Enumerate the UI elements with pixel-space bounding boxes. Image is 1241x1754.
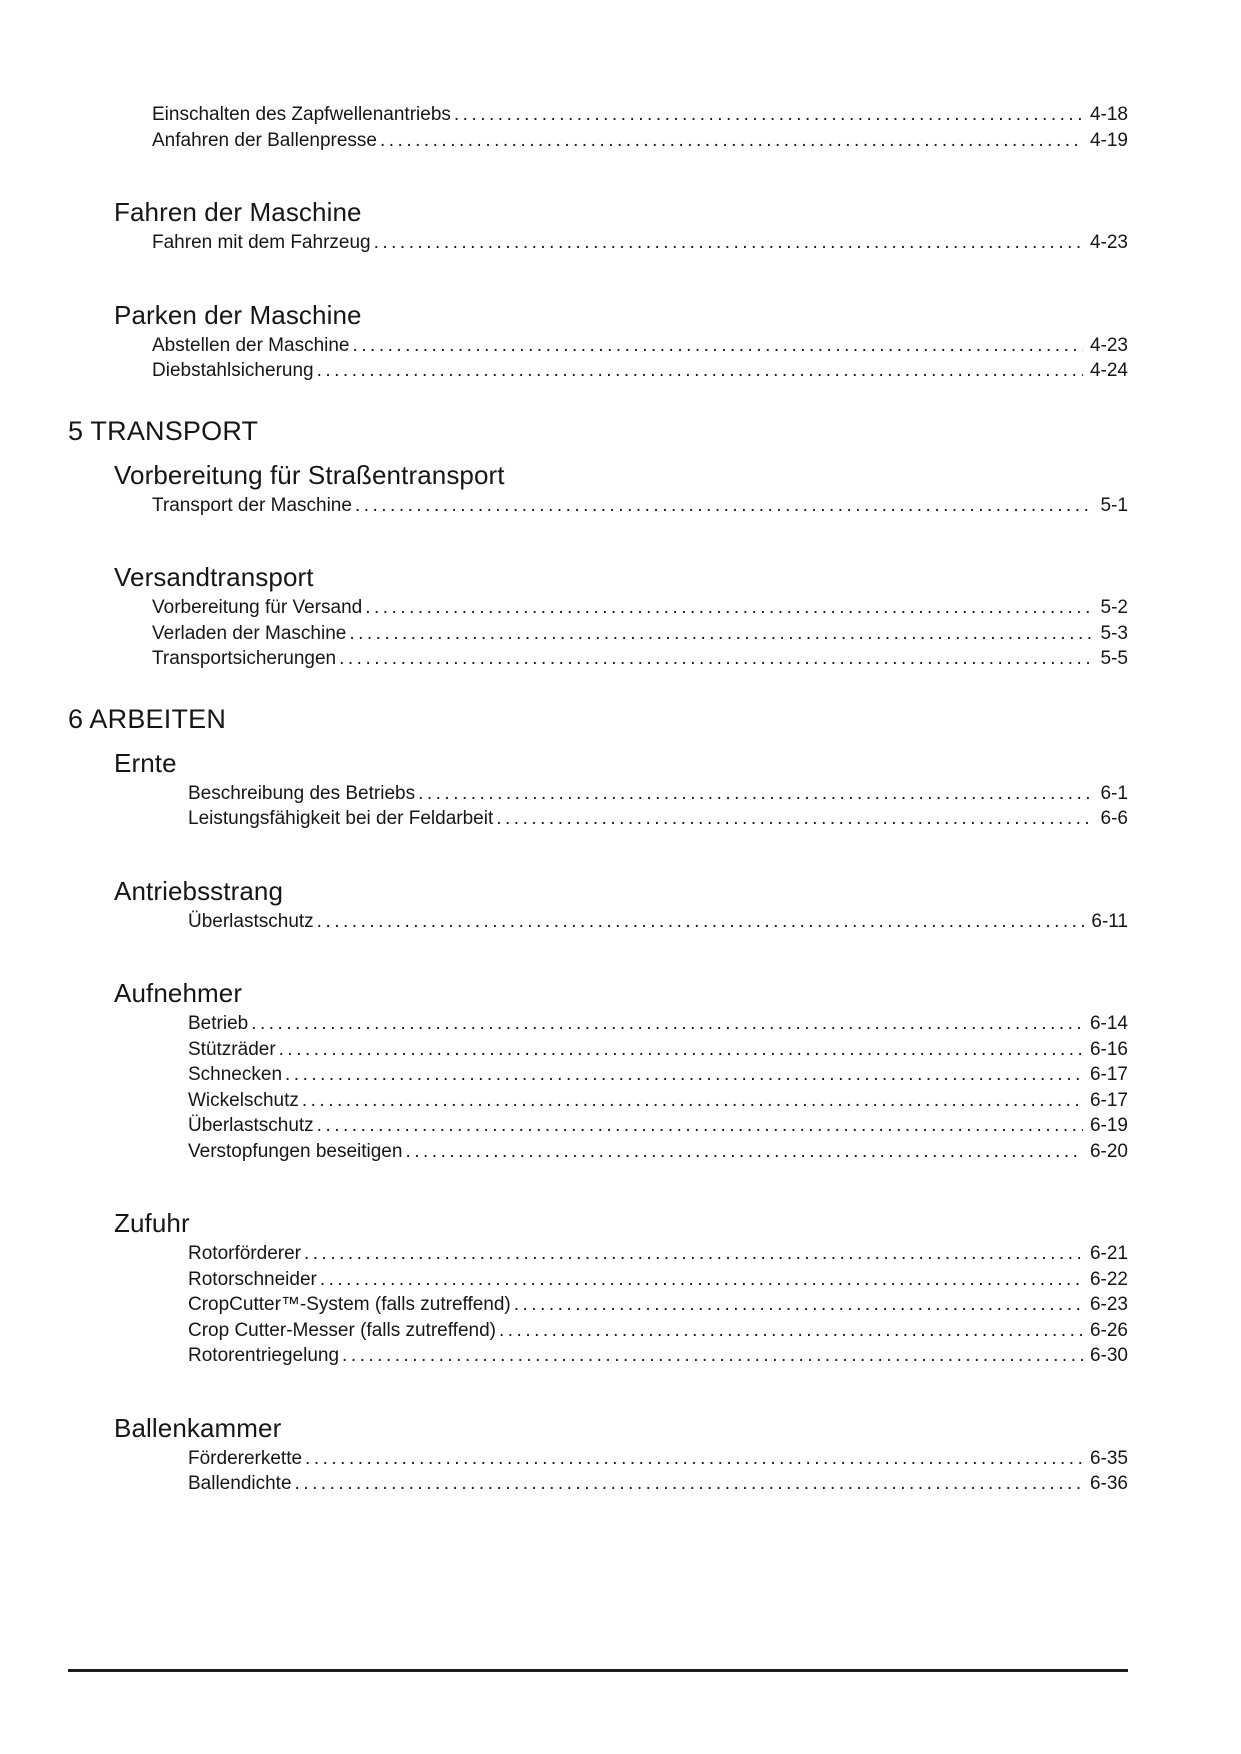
entry-page-number: 6-11	[1091, 910, 1128, 932]
entry-label: Abstellen der Maschine	[152, 334, 350, 356]
toc-entry	[188, 781, 1128, 807]
toc-entry	[188, 1241, 1128, 1267]
section-heading: Fahren der Maschine	[114, 197, 362, 227]
entry-label: Verstopfungen beseitigen	[188, 1140, 403, 1162]
entry-page-number: 6-36	[1089, 1473, 1128, 1494]
dot-leader	[279, 1037, 1083, 1063]
toc-entry	[152, 493, 1128, 519]
entry-label: Vorbereitung für Versand	[152, 597, 363, 618]
toc-entry-group	[188, 909, 1128, 935]
entry-label: Anfahren der Ballenpresse	[152, 129, 377, 151]
entry-label: Überlastschutz	[188, 910, 314, 932]
entry-page-number: 6-26	[1089, 1319, 1128, 1341]
entry-label: Verladen der Maschine	[152, 622, 347, 644]
dot-leader	[342, 1343, 1083, 1369]
toc-entry	[188, 1318, 1128, 1344]
section-heading: Versandtransport	[114, 562, 314, 592]
toc-entry-group	[188, 1241, 1128, 1369]
section-heading: Parken der Maschine	[114, 299, 362, 330]
entry-page-number: 4-24	[1089, 360, 1128, 381]
entry-label: Crop Cutter-Messer (falls zutreffend)	[188, 1319, 496, 1341]
entry-label: Leistungsfähigkeit bei der Feldarbeit	[188, 808, 494, 829]
dot-leader	[317, 1113, 1083, 1139]
entry-page-number: 6-23	[1089, 1294, 1128, 1315]
toc-entry	[188, 1139, 1128, 1165]
entry-page-number: 6-19	[1089, 1115, 1128, 1136]
toc-entry-group	[152, 595, 1128, 672]
toc-entry-group	[188, 781, 1128, 832]
dot-leader	[317, 358, 1083, 384]
entry-label: Stützräder	[188, 1038, 276, 1060]
dot-leader	[499, 1318, 1083, 1344]
entry-label: Überlastschutz	[188, 1115, 314, 1136]
table-of-contents	[68, 102, 1128, 1497]
entry-page-number: 6-22	[1089, 1268, 1128, 1290]
entry-page-number: 4-19	[1089, 129, 1128, 151]
entry-page-number: 5-2	[1100, 597, 1128, 618]
dot-leader	[353, 333, 1083, 359]
entry-page-number: 6-14	[1089, 1013, 1128, 1034]
toc-entry-group	[152, 230, 1128, 256]
toc-entry-group	[152, 493, 1128, 519]
entry-page-number: 6-6	[1100, 808, 1128, 829]
entry-label: Transport der Maschine	[152, 494, 352, 516]
toc-entry-group	[188, 1011, 1128, 1164]
dot-leader	[380, 128, 1083, 154]
entry-label: Beschreibung des Betriebs	[188, 782, 416, 804]
entry-page-number: 5-3	[1100, 622, 1128, 644]
section-heading: Zufuhr	[114, 1208, 190, 1238]
entry-label: Einschalten des Zapfwellenantriebs	[152, 104, 451, 125]
entry-page-number: 4-23	[1089, 232, 1128, 253]
dot-leader	[418, 781, 1093, 807]
toc-entry	[152, 230, 1128, 256]
toc-entry	[152, 102, 1128, 128]
entry-label: Rotorentriegelung	[188, 1345, 340, 1366]
entry-label: Rotorförderer	[188, 1243, 301, 1264]
entry-page-number: 6-30	[1089, 1345, 1128, 1366]
toc-entry	[152, 333, 1128, 359]
dot-leader	[365, 595, 1093, 621]
entry-label: Ballendichte	[188, 1473, 292, 1494]
entry-label: Rotorschneider	[188, 1268, 317, 1290]
dot-leader	[496, 806, 1093, 832]
toc-entry	[188, 1471, 1128, 1497]
entry-label: Diebstahlsicherung	[152, 360, 314, 381]
dot-leader	[349, 621, 1093, 647]
toc-entry	[188, 1446, 1128, 1472]
section-heading: Vorbereitung für Straßentransport	[114, 459, 505, 490]
dot-leader	[339, 646, 1093, 672]
section-heading: Antriebsstrang	[114, 875, 284, 906]
section-heading: Ernte	[114, 747, 177, 778]
dot-leader	[355, 493, 1094, 519]
entry-page-number: 4-23	[1089, 334, 1128, 356]
entry-page-number: 6-20	[1089, 1140, 1128, 1162]
toc-entry	[152, 646, 1128, 672]
dot-leader	[320, 1267, 1083, 1293]
dot-leader	[374, 230, 1083, 256]
toc-entry	[188, 1343, 1128, 1369]
dot-leader	[302, 1088, 1083, 1114]
dot-leader	[454, 102, 1083, 128]
toc-entry	[188, 1088, 1128, 1114]
entry-label: Fördererkette	[188, 1447, 303, 1469]
entry-page-number: 6-21	[1089, 1243, 1128, 1264]
toc-entry	[188, 1011, 1128, 1037]
entry-page-number: 6-17	[1089, 1064, 1128, 1085]
entry-page-number: 5-1	[1100, 494, 1128, 516]
toc-entry	[188, 1062, 1128, 1088]
toc-entry-group	[188, 1446, 1128, 1497]
toc-entry-group	[152, 333, 1128, 384]
chapter-heading: 6 ARBEITEN	[68, 703, 227, 734]
toc-entry	[152, 621, 1128, 647]
dot-leader	[295, 1471, 1083, 1497]
entry-page-number: 6-16	[1089, 1038, 1128, 1060]
toc-entry	[152, 595, 1128, 621]
dot-leader	[305, 1446, 1083, 1472]
entry-label: Wickelschutz	[188, 1089, 299, 1111]
toc-entry	[188, 1292, 1128, 1318]
entry-page-number: 5-5	[1100, 648, 1128, 669]
entry-label: Betrieb	[188, 1013, 249, 1034]
entry-label: Fahren mit dem Fahrzeug	[152, 232, 371, 253]
toc-entry	[152, 358, 1128, 384]
entry-label: Transportsicherungen	[152, 648, 337, 669]
toc-entry	[188, 1113, 1128, 1139]
toc-entry	[188, 1267, 1128, 1293]
dot-leader	[304, 1241, 1083, 1267]
entry-page-number: 4-18	[1089, 104, 1128, 125]
toc-entry	[188, 909, 1128, 935]
toc-entry	[188, 1037, 1128, 1063]
dot-leader	[317, 909, 1085, 935]
toc-entry	[152, 128, 1128, 154]
entry-page-number: 6-1	[1100, 782, 1128, 804]
entry-page-number: 6-17	[1089, 1089, 1128, 1111]
section-heading: Aufnehmer	[114, 978, 243, 1008]
dot-leader	[405, 1139, 1083, 1165]
toc-entry	[188, 806, 1128, 832]
toc-entry-group	[152, 102, 1128, 153]
dot-leader	[285, 1062, 1083, 1088]
chapter-heading: 5 TRANSPORT	[68, 415, 259, 446]
dot-leader	[251, 1011, 1083, 1037]
section-heading: Ballenkammer	[114, 1412, 282, 1443]
footer-divider	[68, 1669, 1128, 1672]
entry-label: Schnecken	[188, 1064, 283, 1085]
entry-label: CropCutter™-System (falls zutreffend)	[188, 1294, 511, 1315]
dot-leader	[514, 1292, 1083, 1318]
entry-page-number: 6-35	[1089, 1447, 1128, 1469]
